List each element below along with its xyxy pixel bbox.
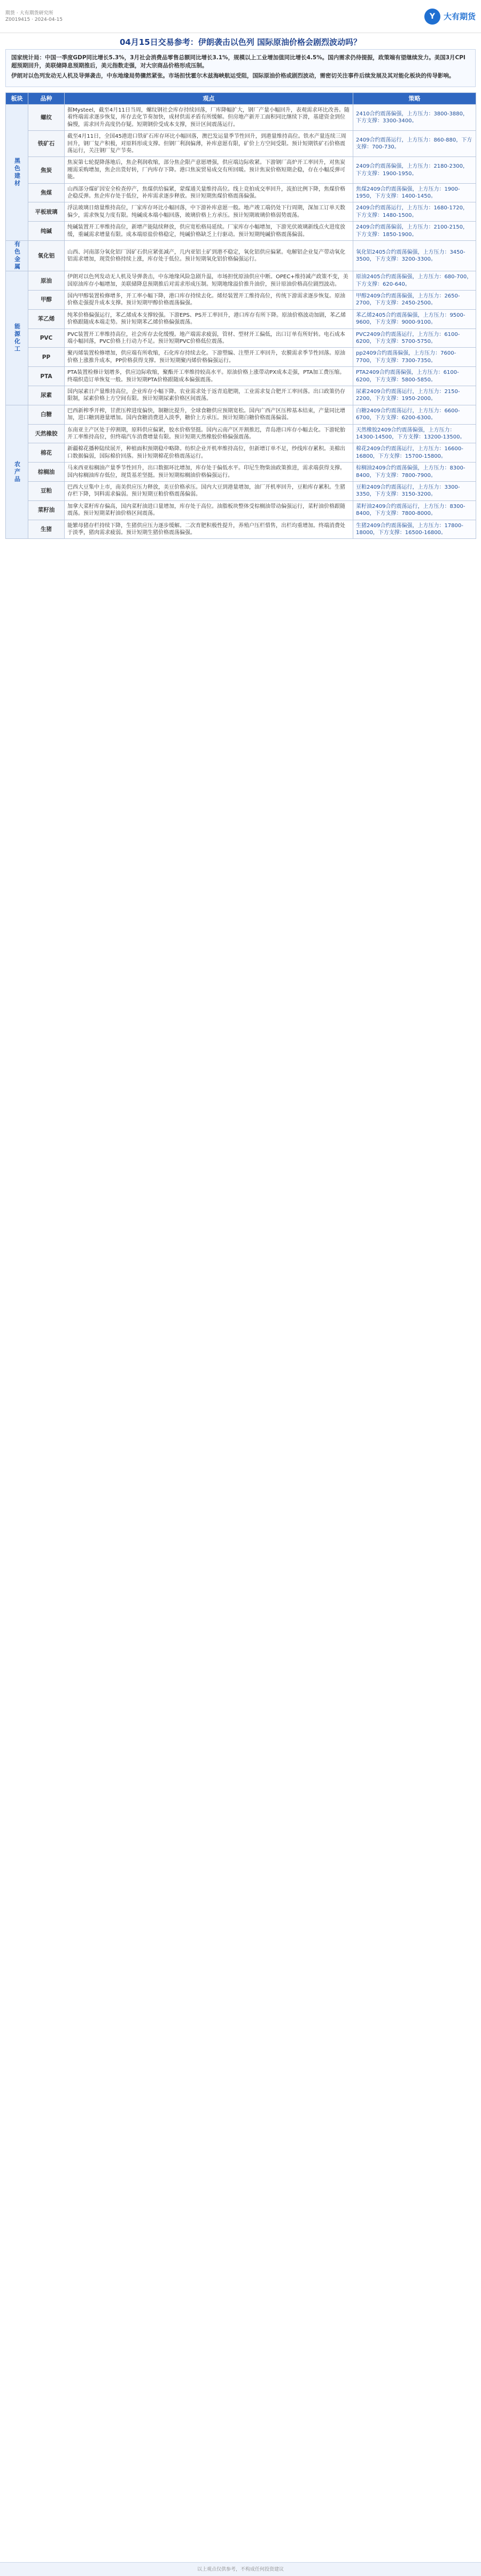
view-cell: 东南亚主产区处于停割期，原料供应偏紧，胶水价格坚挺。国内云南产区开割推迟，青岛港口库存小幅去化。下游轮胎开工率维持高位，但终端汽车消费增量有限。预计短期天然橡胶价格偏强震荡。 [65,424,353,443]
table-row [6,202,476,222]
strategy-cell: pp2409合约震荡偏强，上方压力：7600-7700，下方支撑：7300-7350。 [353,348,476,367]
strategy-cell: 2409合约震荡运行，上方压力：1680-1720，下方支撑：1480-1500。 [353,202,476,222]
table-row [6,367,476,386]
category-cell: 铁矿石 [28,131,65,157]
strategy-cell: 2409合约震荡偏强，上方压力：2180-2300，下方支撑：1900-1950。 [353,157,476,183]
view-cell: 伊朗对以色列发动无人机及导弹袭击，中东地缘风险急剧升温，市场担忧原油供应中断。OPEC+维持减产政策不变，美国原油库存小幅增加，美联储降息预期推后对需求形成压制。短期地缘溢价推升油价，预计原油价格高位剧烈波动。 [65,271,353,291]
strategy-cell: 豆粕2409合约震荡运行，上方压力：3300-3350，下方支撑：3150-3200。 [353,482,476,501]
view-cell: PVC装置开工率维持高位，社会库存去化缓慢。地产端需求疲弱，管材、型材开工偏低，出口订单有所好转。电石成本端小幅回落，PVC价格上行动力不足。预计短期PVC价格低位震荡。 [65,328,353,348]
view-cell: 加拿大菜籽库存偏高，国内菜籽油进口量增加，库存处于高位。油脂板块整体受棕榈油带动偏强运行，菜籽油价格跟随震荡。预计短期菜籽油价格区间震荡。 [65,500,353,520]
category-cell: 焦煤 [28,183,65,202]
strategy-cell: 棉花2409合约震荡运行，上方压力：16600-16800，下方支撑：15700-15800。 [353,443,476,463]
strategy-cell: 2410合约震荡偏强，上方压力：3800-3880，下方支撑：3300-3400。 [353,105,476,131]
table-row [6,520,476,539]
table-body [6,105,476,539]
strategy-cell: 原油2405合约震荡偏强，上方压力：680-700，下方支撑：620-640。 [353,271,476,291]
category-cell: 甲醇 [28,290,65,309]
strategy-cell: 棕榈油2409合约震荡偏强，上方压力：8300-8400，下方支撑：7800-7900。 [353,463,476,482]
table-row [6,241,476,271]
table-row [6,290,476,309]
view-cell: 新疆棉花播种陆续展开，种植面积预期稳中略降。纺织企业开机率维持高位，但新增订单不足，纱线库存累积。美棉出口数据偏弱，国际棉价回落。预计短期棉花价格震荡运行。 [65,443,353,463]
table-row [6,328,476,348]
category-cell: 氧化铝 [28,241,65,271]
header-strategy: 策略 [353,93,476,105]
company-logo [424,9,476,25]
table-row [6,105,476,131]
category-cell: PTA [28,367,65,386]
category-cell: 天然橡胶 [28,424,65,443]
header-category: 品种 [28,93,65,105]
view-cell: 马来西亚棕榈油产量季节性回升，出口数据环比增加，库存处于偏低水平。印尼生物柴油政策推进，需求端获得支撑。国内棕榈油库存低位，现货基差坚挺。预计短期棕榈油价格偏强运行。 [65,463,353,482]
table-row [6,222,476,241]
meta-line-1: 期货 · 大有期货研究所 [5,10,53,16]
view-cell: 据Mysteel，截至4月11日当周，螺纹钢社会库存持续回落，厂库降幅扩大，钢厂产量小幅回升，表观需求环比改善。随着终端需求逐步恢复，库存去化节奏加快，成材供需矛盾有所缓解。但房地产新开工面积同比继续下滑，基建资金到位偏慢，需求回升高度仍存疑。短期钢价受成本支撑，预计区间震荡运行。 [65,105,353,131]
table-row [6,157,476,183]
table-row [6,443,476,463]
category-cell: 菜籽油 [28,500,65,520]
view-cell: 国内尿素日产量维持高位，企业库存小幅下降。农业需求处于返青追肥期，工业需求复合肥开工率回落。出口政策仍存限制，尿素价格上方空间有限。预计短期尿素价格区间震荡。 [65,386,353,405]
view-cell: 国内甲醇装置检修增多，开工率小幅下降，港口库存持续去化。烯烃装置开工维持高位，传统下游需求逐步恢复。原油价格走强提升成本支撑。预计短期甲醇价格震荡偏强。 [65,290,353,309]
table-row [6,386,476,405]
sector-cell: 有色金属 [6,241,28,271]
strategy-cell: PVC2409合约震荡运行，上方压力：6100-6200，下方支撑：5700-5750。 [353,328,476,348]
strategy-cell: 2409合约震荡偏弱，上方压力：2100-2150，下方支撑：1850-1900。 [353,222,476,241]
category-cell: PVC [28,328,65,348]
header-sector: 板块 [6,93,28,105]
strategy-cell: 甲醇2409合约震荡偏强，上方压力：2650-2700，下方支撑：2450-2500。 [353,290,476,309]
report-title: 04月15日交易参考：伊朗袭击以色列 国际原油价格会剧烈波动吗？ [120,37,361,47]
report-header [0,0,481,33]
logo-mark-icon: Y [424,9,440,25]
view-cell: 能繁母猪存栏持续下降，生猪供应压力逐步缓解。二次育肥积极性提升，养殖户压栏惜售，出栏均重增加。终端消费处于淡季，猪肉需求疲弱。预计短期生猪价格震荡偏强。 [65,520,353,539]
view-cell: 焦炭第七轮提降落地后，焦企利润收缩，部分焦企限产意愿增强，供应端边际收紧。下游钢厂高炉开工率回升，对焦炭刚需采购增加，焦企出货好转，厂内库存下降。港口焦炭贸易成交有所回暖。预计焦炭价格短期企稳，存在小幅反弹可能。 [65,157,353,183]
view-cell: 浮法玻璃日熔量维持高位，厂家库存环比小幅回落，中下游补库意愿一般。地产竣工端仍处下行周期，深加工订单天数偏少，需求恢复力度有限。纯碱成本端小幅回落，玻璃价格上方承压。预计短期玻璃价格弱势震荡。 [65,202,353,222]
strategy-cell: 尿素2409合约震荡运行，上方压力：2150-2200，下方支撑：1950-2000。 [353,386,476,405]
strategy-cell: 氧化铝2405合约震荡偏强，上方压力：3450-3500，下方支撑：3200-3300。 [353,241,476,271]
category-cell: 生猪 [28,520,65,539]
view-cell: 聚丙烯装置检修增加，供应端有所收缩，石化库存持续去化。下游塑编、注塑开工率回升，农膜需求季节性回落。原油价格上涨推升成本，PP价格获得支撑。预计短期聚丙烯价格偏强运行。 [65,348,353,367]
table-row [6,424,476,443]
category-cell: 纯碱 [28,222,65,241]
view-cell: 纯苯价格偏强运行，苯乙烯成本支撑较强。下游EPS、PS开工率回升，港口库存有所下降。原油价格波动加剧，苯乙烯价格跟随成本端走势。预计短期苯乙烯价格偏强震荡。 [65,309,353,328]
summary-paragraph: 伊朗对以色列发动无人机及导弹袭击，中东地缘局势骤然紧张。市场担忧霍尔木兹海峡航运受阻，国际原油价格或剧烈波动，需密切关注事件后续发展及其对能化板块的传导影响。 [11,73,455,79]
view-cell: 巴西大豆集中上市，南美供应压力释放，美豆价格承压。国内大豆到港量增加，油厂开机率回升，豆粕库存累积。生猪存栏下降，饲料需求偏弱。预计短期豆粕价格震荡偏弱。 [65,482,353,501]
category-cell: 原油 [28,271,65,291]
table-row [6,348,476,367]
category-cell: PP [28,348,65,367]
category-cell: 棉花 [28,443,65,463]
trading-reference-table [5,92,476,539]
view-cell: 山西部分煤矿因安全检查停产，焦煤供给偏紧，蒙煤通关量维持高位。线上竞拍成交率回升，流拍比例下降，焦煤价格企稳反弹。焦企库存处于低位，补库需求逐步释放。预计短期焦煤价格震荡偏强。 [65,183,353,202]
table-row [6,463,476,482]
logo-text: 大有期货 [443,11,476,21]
table-row [6,309,476,328]
report-footer: 以上观点仅供参考，不构成任何投资建议 [0,2562,481,2576]
category-cell: 棕榈油 [28,463,65,482]
sector-cell: 农产品 [6,405,28,539]
category-cell: 螺纹 [28,105,65,131]
category-cell: 豆粕 [28,482,65,501]
strategy-cell: 苯乙烯2405合约震荡偏强，上方压力：9500-9600，下方支撑：9000-9100。 [353,309,476,328]
strategy-cell: 天然橡胶2409合约震荡偏强，上方压力：14300-14500，下方支撑：13200-13500。 [353,424,476,443]
table-row [6,500,476,520]
view-cell: 纯碱装置开工率维持高位，新增产能陆续释放，供应宽松格局延续。厂家库存小幅增加，下游光伏玻璃新线点火进度放缓，重碱需求增量有限。成本端原盐价格稳定，纯碱价格缺乏上行驱动。预计短期纯碱价格震荡偏弱。 [65,222,353,241]
table-row [6,271,476,291]
header-meta [5,10,63,23]
market-summary [5,49,476,87]
strategy-cell: 菜籽油2409合约震荡运行，上方压力：8300-8400，下方支撑：7800-8000。 [353,500,476,520]
strategy-cell: PTA2409合约震荡偏强，上方压力：6100-6200，下方支撑：5800-5850。 [353,367,476,386]
view-cell: 截至4月11日，全国45港进口铁矿石库存环比小幅回落，澳巴发运量季节性回升，到港量维持高位。铁水产量连续三周回升，钢厂复产积极，对原料形成支撑。但钢厂利润偏薄，补库意愿有限，矿价上方空间受限。预计短期铁矿石价格震荡运行，关注钢厂复产节奏。 [65,131,353,157]
table-row [6,405,476,424]
view-cell: 巴西新榨季开榨，甘蔗压榨进度偏快，制糖比提升，全球食糖供应预期宽松。国内广西产区压榨基本结束，产量同比增加，进口糖到港量增加。国内食糖消费进入淡季，糖价上方承压。预计短期白糖价格震荡偏弱。 [65,405,353,424]
summary-paragraph: 国家统计局：中国一季度GDP同比增长5.3%，3月社会消费品零售总额同比增长3.1%，规模以上工业增加值同比增长4.5%。国内需求仍待提振，政策端有望继续发力。美国3月CPI超预期回升，美联储降息预期推后，美元指数走强，对大宗商品价格形成压制。 [11,54,466,69]
category-cell: 白糖 [28,405,65,424]
table-row [6,482,476,501]
strategy-cell: 焦煤2409合约震荡偏强，上方压力：1900-1950，下方支撑：1400-1450。 [353,183,476,202]
table-header-row [6,93,476,105]
category-cell: 苯乙烯 [28,309,65,328]
table-row [6,131,476,157]
category-cell: 焦炭 [28,157,65,183]
sector-cell: 能源化工 [6,271,28,405]
strategy-cell: 2409合约震荡运行，上方压力：860-880，下方支撑：700-730。 [353,131,476,157]
strategy-cell: 白糖2409合约震荡运行，上方压力：6600-6700，下方支撑：6200-6300。 [353,405,476,424]
meta-line-2: Z0019415 · 2024-04-15 [5,17,63,22]
view-cell: 山西、河南部分氧化铝厂因矿石供应紧张减产，几内亚铝土矿到港不稳定，氧化铝供应偏紧。电解铝企业复产带动氧化铝需求增加，现货价格持续上涨，库存处于低位。预计短期氧化铝价格偏强运行。 [65,241,353,271]
strategy-cell: 生猪2409合约震荡偏强，上方压力：17800-18000，下方支撑：16500-16800。 [353,520,476,539]
category-cell: 尿素 [28,386,65,405]
table-row [6,183,476,202]
sector-cell: 黑色建材 [6,105,28,241]
header-view: 观点 [65,93,353,105]
view-cell: PTA装置检修计划增多，供应边际收缩，聚酯开工率维持较高水平。原油价格上涨带动PX成本走强，PTA加工费压缩。终端织造订单恢复一般。预计短期PTA价格跟随成本偏强震荡。 [65,367,353,386]
category-cell: 平板玻璃 [28,202,65,222]
